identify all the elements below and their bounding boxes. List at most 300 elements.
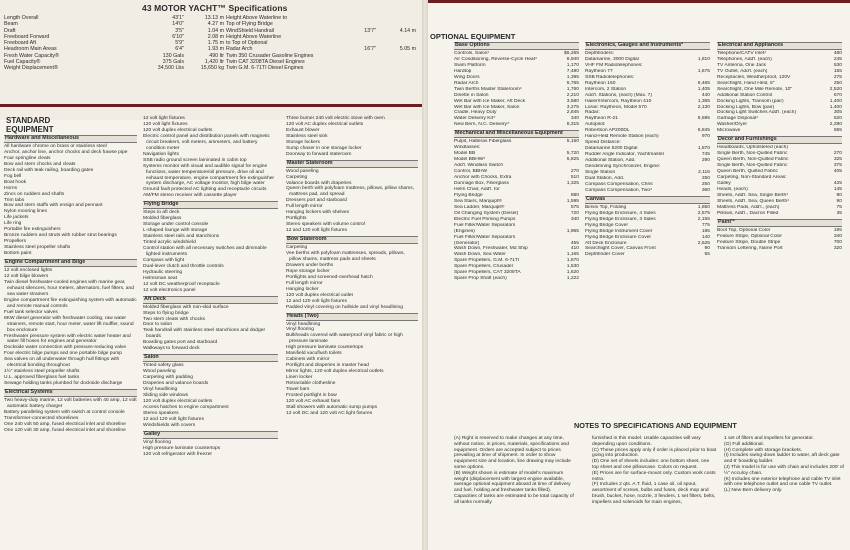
standard-equipment-column-3 bbox=[286, 116, 418, 417]
option-label: Datamarine 5200 Digital bbox=[585, 146, 638, 152]
note-paragraph: 1 set of filters and impellers for generator. bbox=[724, 436, 814, 441]
spec-value-imperial: 5'9" bbox=[175, 40, 184, 46]
note-paragraph: (D) One set of sheets includes: one bottom sheet, one top sheet and one pillowcase. Colors on request. bbox=[592, 459, 710, 470]
option-price: 375 bbox=[833, 163, 842, 169]
equipment-item: Portable fire extinguishers bbox=[4, 227, 61, 233]
equipment-item: 12 volt electronics panel bbox=[143, 287, 196, 293]
option-label: Sheets, Add'l. Sea, Single Berth³ bbox=[717, 192, 788, 198]
option-label: Flying Bridge Cover bbox=[585, 222, 628, 228]
equipment-item: Padded vinyl covering on hullside and vinyl headlining bbox=[286, 304, 403, 310]
equipment-item: 12 and 120 volt light fixtures bbox=[286, 298, 347, 304]
equipment-item: Life ring bbox=[4, 221, 22, 227]
option-price: 6,465 bbox=[697, 80, 710, 86]
option-label: Telephone/CATV Inlet³ bbox=[717, 50, 766, 56]
note-paragraph: (B) Weight shown is estimate of model's maximum weight (displacement with largest engine available, average optional equipment aboard at time of delivery and fuel, holding and freshwater tanks filled). Capacities of tanks are estimated to be total capacity of all tanks normally bbox=[454, 470, 574, 505]
section-heading: Master Stateroom bbox=[286, 160, 418, 168]
spec-label: Twin G.M. 6-71TI Diesel Engines bbox=[226, 65, 304, 71]
option-label: Model BB bbox=[454, 151, 476, 157]
optional-equipment-column-1 bbox=[454, 40, 579, 282]
spec-value-metric: 1.93 m bbox=[207, 46, 224, 53]
option-price: 1,670 bbox=[566, 258, 579, 264]
spec-value-metric: 490 ltr bbox=[209, 52, 224, 59]
equipment-item: 12 and 120 volt light fixtures bbox=[286, 228, 347, 234]
notes-title: NOTES TO SPECIFICATIONS AND EQUIPMENT bbox=[574, 421, 737, 430]
equipment-item: Doorway to forward stateroom bbox=[286, 151, 352, 157]
spec-value-metric: 1.75 m bbox=[207, 40, 224, 46]
equipment-item: Bow and stern chocks and cleats bbox=[4, 161, 76, 167]
option-label: Docking Lights, Transom (pair) bbox=[717, 98, 784, 104]
spec-value-imperial: 43'1" bbox=[172, 15, 184, 21]
spec-value-imperial: 6'4" bbox=[175, 46, 184, 53]
option-label: Additional Station, Add. bbox=[585, 158, 636, 164]
option-price: 1,650 bbox=[697, 204, 710, 210]
option-label: Bimini Top, Folding bbox=[585, 204, 627, 210]
equipment-item: Vinyl flooring bbox=[143, 439, 171, 445]
equipment-item: Tinted acrylic windshield bbox=[143, 240, 196, 246]
section-heading: Mechanical and Miscellaneous Equipment bbox=[454, 130, 579, 138]
top-border-bar bbox=[428, 0, 850, 3]
equipment-item: Portlights bbox=[286, 216, 307, 222]
equipment-item: Dockside water connection with pressure-reducing valve bbox=[4, 345, 127, 351]
spec-label: Top of Flying Bridge bbox=[226, 21, 273, 28]
spec-value-imperial: 130 Gals bbox=[162, 52, 184, 59]
equipment-item: Bow and stern staffs with ensign and pennant bbox=[4, 203, 103, 209]
equipment-item: Frosted portlight in bow bbox=[286, 392, 337, 398]
option-label: Add'l. Stations, (each) (Max. 7) bbox=[585, 92, 652, 98]
equipment-item: Cabinets with mirror bbox=[286, 357, 330, 363]
option-label: Searchlight, One Mile Remote, 10" bbox=[717, 86, 793, 92]
equipment-item: 120 volt light fixtures bbox=[143, 121, 188, 127]
option-price: 1,405 bbox=[697, 86, 710, 92]
option-price: 35 bbox=[836, 210, 842, 216]
option-row bbox=[717, 128, 842, 134]
equipment-item: Stainless steel propeller shafts bbox=[4, 245, 71, 251]
equipment-item: Drawers under berths bbox=[286, 262, 334, 268]
equipment-item: Boat hook bbox=[4, 179, 27, 185]
option-label: Washer/Dryer bbox=[717, 122, 747, 128]
option-price: 1,165 bbox=[566, 252, 579, 258]
equipment-item: Propellers bbox=[4, 239, 27, 245]
option-price: 510 bbox=[570, 175, 579, 181]
option-label: Raytheon R-21 bbox=[585, 116, 618, 122]
spec-value-imperial: 14'0" bbox=[172, 21, 184, 28]
option-price: 2,280 bbox=[829, 122, 842, 128]
option-row bbox=[585, 252, 710, 258]
equipment-item: Navigation lights bbox=[143, 151, 179, 157]
option-label: Fuel Filter/Water Separators bbox=[454, 234, 516, 240]
note-paragraph: (G) Full additional. bbox=[724, 441, 764, 447]
option-price: 775 bbox=[701, 222, 710, 228]
option-label: Depthfinder Cover bbox=[585, 252, 625, 258]
equipment-item: Full length mirror bbox=[286, 204, 323, 210]
equipment-item: Three burner 240 volt electric stove with oven bbox=[286, 116, 385, 121]
option-label: Spare Prop Shaft (each) bbox=[454, 276, 507, 282]
equipment-item: 120 volt duplex electrical outlets bbox=[143, 398, 213, 404]
option-label: Oil Changing System (Diesel) bbox=[454, 210, 519, 216]
specifications-title: 43 MOTOR YACHT™ Specifications bbox=[142, 3, 288, 13]
option-label: Air Conditioning, Reverse-Cycle Heat³ bbox=[454, 56, 537, 62]
equipment-item: Tinted safety glass bbox=[143, 363, 184, 369]
option-price: 970 bbox=[701, 134, 710, 140]
equipment-item: Wood paneling bbox=[286, 168, 319, 174]
note-paragraph: (A) Right is reserved to make changes at any time, without notice, in prices, materials, specifications and equipment. Orders are accepted subject to prices prevailing at time of shipment. In order to show equipment size and location, line drawing may include some options. bbox=[454, 436, 571, 470]
option-price: 720 bbox=[570, 210, 579, 216]
spec-label: Fuel Capacity® bbox=[4, 58, 41, 65]
equipment-item: One 240 volt 50 amp, fused electrical inlet and shoreline bbox=[4, 421, 126, 427]
equipment-item: U.L. approved fiberglass fuel tanks bbox=[4, 375, 80, 381]
spec-value-metric: 13.13 m bbox=[204, 15, 224, 21]
section-heading: Electrical Systems bbox=[4, 389, 137, 397]
equipment-item: Helmsman seat bbox=[143, 275, 177, 281]
note-paragraph: furnished in this model. Usable capacities will vary depending upon conditions. bbox=[592, 436, 701, 447]
equipment-item: Stereo speakers with volume control bbox=[286, 222, 365, 228]
option-price: 290 bbox=[701, 158, 710, 164]
equipment-item: Bottom paint bbox=[4, 251, 32, 257]
option-price: 455 bbox=[570, 240, 579, 246]
equipment-item: High pressure laminate countertops bbox=[143, 445, 221, 451]
option-label: (Engines) bbox=[454, 228, 475, 234]
option-price: 1,620 bbox=[566, 270, 579, 276]
equipment-item: Control station with all necessary switches and dimmable lighted instruments bbox=[143, 246, 267, 257]
section-heading: Salon bbox=[143, 354, 278, 362]
spec-label: WindShield Handrail bbox=[226, 27, 274, 34]
option-price: 1,395 bbox=[566, 74, 579, 80]
option-label: Raytheon 77 bbox=[585, 68, 613, 74]
equipment-item: 120 volt refrigerator with freezer bbox=[143, 451, 213, 457]
option-label: Compass Compensation, Chris bbox=[585, 181, 653, 187]
note-paragraph: (H) Complete with storage brackets. bbox=[724, 447, 803, 453]
option-label: Raytheon 150 bbox=[585, 80, 616, 86]
option-label: Water Delivery Kit³´ bbox=[454, 116, 497, 122]
option-price: 7,480 bbox=[566, 68, 579, 74]
option-price: 1,870 bbox=[697, 146, 710, 152]
equipment-item: Storage under control console bbox=[143, 222, 209, 228]
option-label: Electric Fuel Priming Pumps bbox=[454, 216, 516, 222]
spec-value-metric bbox=[382, 65, 416, 71]
equipment-item: Windshields with covers bbox=[143, 422, 196, 428]
option-label: Carpeting, Non-Standard Areas: bbox=[717, 175, 787, 181]
equipment-item: Sewage holding tanks plumbed for dockside discharge bbox=[4, 381, 123, 387]
option-price: 700 bbox=[833, 239, 842, 245]
option-label: Spare Propellers, G.M. 6-71TI bbox=[454, 258, 520, 264]
equipment-item: Vinyl headlining bbox=[286, 321, 321, 327]
equipment-item: Carpeting bbox=[286, 174, 308, 180]
option-price: 340 bbox=[570, 116, 579, 122]
spec-label: Height Above Waterline to bbox=[226, 15, 288, 21]
equipment-item: Linen locker bbox=[286, 375, 313, 381]
option-price: 8,315 bbox=[566, 122, 579, 128]
equipment-item: Fog bell bbox=[4, 173, 22, 179]
equipment-item: Stainless steel sink bbox=[286, 133, 328, 139]
equipment-item: Manifield vacuflush toilets bbox=[286, 351, 342, 357]
option-label: Microwave bbox=[717, 128, 741, 134]
section-heading: Electronics, Gauges and Instruments² bbox=[585, 42, 710, 50]
option-label: Searchlight Cover, Canvas Front bbox=[585, 246, 656, 252]
option-price: 410 bbox=[570, 246, 579, 252]
spec-value-imperial: 3'5" bbox=[175, 27, 184, 34]
equipment-item: Dual-lever clutch and throttle controls bbox=[143, 263, 224, 269]
option-price: 155 bbox=[833, 68, 842, 74]
option-label: Spare Propellers, Crusader bbox=[454, 264, 514, 270]
option-label: Additional Station Control bbox=[717, 92, 773, 98]
section-heading: Paint¹² bbox=[717, 219, 842, 227]
option-price: 1,222 bbox=[566, 276, 579, 282]
option-label: Depthfinders: bbox=[585, 50, 615, 56]
option-label: Docking Light Switches Add'l. (each) bbox=[717, 110, 796, 116]
equipment-item: Vinyl headlining bbox=[143, 386, 178, 392]
option-label: TV Antenna, One Jack bbox=[717, 62, 766, 68]
option-price: 1,530 bbox=[566, 264, 579, 270]
option-price: 90 bbox=[836, 192, 842, 198]
equipment-item: 8KW diesel generator with freshwater cooling, raw water strainers, remote start, hour meter, water lift muffler, sound box enclosure bbox=[4, 315, 134, 333]
option-price: 2,155 bbox=[697, 216, 710, 222]
equipment-item: High pressure laminate countertops bbox=[286, 345, 364, 351]
spec-label: Radar Arch bbox=[226, 46, 253, 53]
equipment-item: Electric control panel and distribution panels with magnetic circuit breakers, volt meters, ammeters, and battery condition meter bbox=[143, 133, 270, 151]
option-price: 140 bbox=[701, 234, 710, 240]
option-label: Model BBHW³ bbox=[454, 157, 485, 163]
equipment-item: Bronze rudders and struts with rubber strut bearings bbox=[4, 233, 117, 239]
equipment-item: 12 and 120 volt light fixtures bbox=[143, 416, 204, 422]
option-price: 185 bbox=[701, 228, 710, 234]
equipment-item: One 120 volt 30 amp, fused electrical inlet and shoreline bbox=[4, 427, 126, 433]
option-price: 90 bbox=[836, 198, 842, 204]
option-price: 5,720 bbox=[566, 151, 579, 157]
option-label: (Generator) bbox=[454, 240, 480, 246]
note-paragraph: (E) Prices are for surface-mount only. Custom work costs extra. bbox=[592, 470, 716, 482]
option-label: Control, BBHW bbox=[454, 169, 488, 175]
equipment-item: Rope storage locker bbox=[286, 268, 330, 274]
option-label: Single Berth, Non-Quilted Fabric bbox=[717, 151, 788, 157]
option-price: 250 bbox=[701, 175, 710, 181]
equipment-item: Four springline cleats bbox=[4, 155, 51, 161]
option-label: VHF FM Radiotelephones: bbox=[585, 62, 643, 68]
option-price: 320 bbox=[833, 245, 842, 251]
option-price: 270 bbox=[833, 151, 842, 157]
option-price: 5,765 bbox=[566, 80, 579, 86]
equipment-item: Battery paralleling system with switch at control console bbox=[4, 409, 125, 415]
option-label: Queen Berth, Quilted Fabric bbox=[717, 169, 778, 175]
equipment-item: Wood paneling bbox=[143, 369, 176, 375]
equipment-item: Trim tabs bbox=[4, 197, 25, 203]
equipment-item: 120 volt AC duplex electrical outlets bbox=[286, 121, 364, 127]
option-price: 305 bbox=[833, 110, 842, 116]
option-label: Controls, Salon¹ bbox=[454, 50, 490, 56]
option-price: 270 bbox=[570, 169, 579, 175]
option-label: Gendimning Synchronizer, Engine: bbox=[585, 164, 661, 170]
option-label: Hailer/Intercom, Raytheon 410 bbox=[585, 98, 652, 104]
equipment-item: Portlight and draperies in master head bbox=[286, 363, 369, 369]
equipment-item: Stereo speakers bbox=[143, 410, 179, 416]
option-price: 655 bbox=[833, 128, 842, 134]
option-label: Hand-Held Remote Station (each) bbox=[585, 134, 659, 140]
option-label: Cradle, Heavy Duty bbox=[454, 110, 497, 116]
spec-value-metric: 2.08 m bbox=[207, 33, 224, 40]
spec-value-imperial: 16'7" bbox=[364, 46, 376, 53]
equipment-item: Steps to flying bridge bbox=[143, 310, 189, 316]
spec-value-imperial: 375 Gals bbox=[162, 58, 184, 65]
notes-column-1 bbox=[454, 436, 574, 506]
option-row bbox=[717, 211, 842, 217]
option-price: 250 bbox=[701, 181, 710, 187]
option-price: 1,400 bbox=[829, 104, 842, 110]
option-label: Windlasses: bbox=[454, 145, 481, 151]
option-price: 1,365 bbox=[697, 98, 710, 104]
specifications-left-list bbox=[4, 15, 224, 71]
option-label: Wing Doors bbox=[454, 74, 480, 80]
option-price: 425 bbox=[833, 180, 842, 186]
section-heading: Bow Stateroom bbox=[286, 236, 418, 244]
equipment-item: All hardware chrome on brass or stainless steel bbox=[4, 143, 107, 149]
spec-label: Twin CAT 3208TA Diesel Engines bbox=[226, 58, 305, 65]
option-price: 5,150 bbox=[566, 139, 579, 145]
option-price: 340 bbox=[833, 233, 842, 239]
option-price: 2,210 bbox=[566, 92, 579, 98]
equipment-item: Steps to aft deck bbox=[143, 210, 180, 216]
option-label: New Bern, N.C. Delivery³´ bbox=[454, 122, 511, 128]
option-label: Loran: Raytheon, Model 570 bbox=[585, 104, 647, 110]
section-heading: Heads (Two) bbox=[286, 313, 418, 321]
equipment-item: Teak handrail with stainless steel stanchions and dodger boards bbox=[143, 328, 266, 340]
equipment-item: Full length mirror bbox=[286, 280, 323, 286]
option-price: 55 bbox=[704, 252, 710, 258]
option-price: 245 bbox=[833, 56, 842, 62]
spec-value-metric: 1,420 ltr bbox=[204, 58, 224, 65]
option-price: 2,520 bbox=[829, 86, 842, 92]
equipment-item: Hanging locker bbox=[286, 286, 319, 292]
equipment-item: 120 volt duplex electrical outlets bbox=[143, 127, 213, 133]
equipment-item: 12 volt DC weatherproof receptacle bbox=[143, 281, 220, 287]
option-label: Boot Top, Optional Color bbox=[717, 227, 771, 233]
option-label: Searchlight, Hand Held, 6" bbox=[717, 80, 775, 86]
section-heading: Flying Bridge bbox=[143, 201, 278, 209]
option-label: Sea Stairs, Marquipt® bbox=[454, 198, 502, 204]
option-price: 880 bbox=[570, 192, 579, 198]
equipment-item: Systems monitor with visual and audible signal for engine functions, water temperature/oil pressure, drive oil and exhaust temperature, engine compartment fire extinguisher system discharge, AC voltage monitor, high bilge water bbox=[143, 163, 275, 187]
option-price: 145 bbox=[833, 186, 842, 192]
option-price: 1,170 bbox=[566, 62, 579, 68]
equipment-item: Retractable clothesline bbox=[286, 381, 336, 387]
option-price: 1,325 bbox=[566, 180, 579, 186]
equipment-item: 12 volt light fixtures bbox=[143, 116, 185, 121]
equipment-item: Two heavy-duty marine, 12 volt batteries with 40 amp, 12 volt automatic battery charger bbox=[4, 398, 137, 409]
option-price: 3,275 bbox=[566, 104, 579, 110]
option-price: 440 bbox=[701, 92, 710, 98]
option-label: Spare Propellers, CAT 3208TA bbox=[454, 270, 521, 276]
option-price: 1,675 bbox=[697, 68, 710, 74]
option-label: Wash Down, Sea Water bbox=[454, 252, 506, 258]
spec-value-metric: 4.27 m bbox=[207, 21, 224, 28]
equipment-item: Mirror lights, 120 volt duplex electrical outlets bbox=[286, 369, 384, 375]
equipment-item: Deck rail with teak railing, boarding gates bbox=[4, 167, 94, 173]
equipment-item: Compass with light bbox=[143, 257, 185, 263]
spec-label: Weight Displacement® bbox=[4, 65, 58, 71]
option-row bbox=[717, 246, 842, 252]
option-label: Heads, (each) bbox=[717, 186, 748, 192]
notes-column-3 bbox=[724, 436, 844, 494]
standard-equipment-column-2 bbox=[143, 116, 278, 457]
equipment-item: Carpeting bbox=[286, 245, 308, 251]
equipment-item: Walkways to forward deck bbox=[143, 346, 200, 352]
option-label: Datamarine, 3000 Digital bbox=[585, 56, 639, 62]
option-label: Speed Distance: bbox=[585, 140, 621, 146]
equipment-item: Molded fiberglass bbox=[143, 216, 182, 222]
option-price: 530 bbox=[833, 62, 842, 68]
option-label: Flying Bridge bbox=[454, 192, 483, 198]
option-label: Single Station bbox=[585, 170, 616, 176]
option-row bbox=[454, 276, 579, 282]
section-heading: Hardware and Miscellaneous bbox=[4, 135, 137, 143]
right-page bbox=[428, 0, 850, 550]
equipment-item: Sump chaser in one storage locker bbox=[286, 145, 362, 151]
option-label: Headboards, Upholstered (each) bbox=[717, 145, 788, 151]
optional-equipment-title: OPTIONAL EQUIPMENT bbox=[430, 32, 516, 41]
option-price: 75 bbox=[836, 204, 842, 210]
section-heading: Aft Deck bbox=[143, 296, 278, 304]
option-price: 90 bbox=[704, 246, 710, 252]
equipment-item: Sea valves on all underwater through hull fittings with electrical bonding throughout bbox=[4, 357, 120, 369]
equipment-item: Vee berths with polyfoam mattresses, spreads, pillows, pillow shams, mattress pads and sheets bbox=[286, 251, 405, 262]
option-price: $6,265 bbox=[564, 50, 579, 56]
option-label: Queen Berth, Non-Quilted Fabric bbox=[717, 157, 789, 163]
spec-label: Length Overall bbox=[4, 15, 39, 21]
spec-row bbox=[4, 65, 224, 71]
specifications-header bbox=[0, 0, 422, 120]
equipment-item: Engine compartment fire extinguishing system with automatic and remote manual controls bbox=[4, 297, 137, 309]
notes-column-2 bbox=[592, 436, 717, 506]
equipment-item: Nylon mooring lines bbox=[4, 209, 47, 215]
equipment-item: Zincs on rudders and shafts bbox=[4, 191, 65, 197]
equipment-item: Fuel tank selector valves bbox=[4, 309, 58, 315]
option-label: Sheets, Add'l. Sea, Queen Berth³ bbox=[717, 198, 789, 204]
spec-value-metric: 1.04 m bbox=[207, 27, 224, 34]
left-page bbox=[0, 0, 422, 550]
equipment-item: Dressers port and starboard bbox=[286, 198, 347, 204]
option-price: 5,825 bbox=[566, 157, 579, 163]
equipment-item: Door to salon bbox=[143, 322, 173, 328]
option-label: Rudder Angle Indicator, Yachtmaster bbox=[585, 152, 665, 158]
spec-label: Headroom Main Areas bbox=[4, 46, 57, 53]
option-label: Flying Bridge Enclosure, 3 Sides bbox=[585, 216, 656, 222]
section-heading: Galley bbox=[143, 431, 278, 439]
option-label: Feature Stripe, Optional Color bbox=[717, 233, 782, 239]
option-price: 360 bbox=[701, 187, 710, 193]
equipment-item: Queen berth with polyfoam mattress, pillows, pillow shams, mattress pad, and spread bbox=[286, 186, 415, 198]
option-price: 1,595 bbox=[566, 198, 579, 204]
note-paragraph: (I) Includes swing-down ladder to water, aft deck gate and 8' boarding ladder. bbox=[724, 453, 840, 465]
equipment-item: Twin diesel freshwater-cooled engines with marine gear, exhaust silencers, hour meters, alternators, fuel filters, and sea water strainers bbox=[4, 279, 134, 297]
option-label: SSB Radiotelephones: bbox=[585, 74, 635, 80]
equipment-item: Molded fiberglass with non-skid surface bbox=[143, 304, 229, 310]
spec-value-imperial bbox=[342, 65, 376, 71]
option-price: 195 bbox=[833, 227, 842, 233]
equipment-item: Hanging lockers with shelves bbox=[286, 210, 350, 216]
option-label: Receptacles, Weatherproof, 120V bbox=[717, 74, 791, 80]
option-row bbox=[585, 188, 710, 194]
option-price: 480 bbox=[833, 50, 842, 56]
spec-row bbox=[226, 65, 416, 71]
option-label: Dual Station, Add. bbox=[585, 175, 625, 181]
option-label: Radar Arch bbox=[454, 80, 479, 86]
option-label: Pillows, Add'l., Dacron Filled bbox=[717, 210, 779, 216]
header-divider-bar bbox=[0, 104, 422, 107]
option-price: 1,965 bbox=[566, 228, 579, 234]
option-price: 405 bbox=[833, 169, 842, 175]
option-label: Hardtop bbox=[454, 68, 472, 74]
option-label: Aft Deck Enclosure bbox=[585, 240, 627, 246]
option-label: Dunnage Box, Fiberglass bbox=[454, 180, 509, 186]
optional-equipment-column-3 bbox=[717, 40, 842, 251]
